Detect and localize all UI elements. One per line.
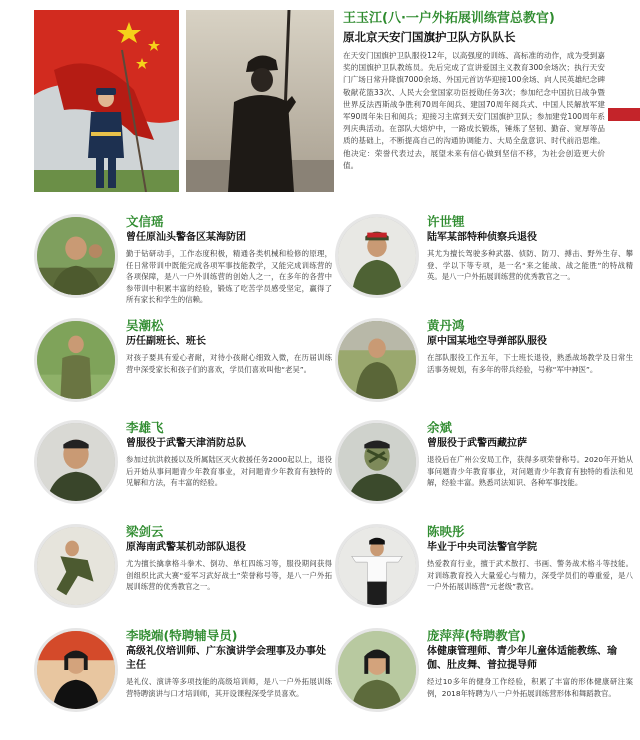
avatar bbox=[34, 628, 118, 712]
profile-role: 原海南武警某机动部队退役 bbox=[126, 542, 246, 553]
profile-description: 参加过抗洪救援以及所属陆区灭火救援任务2000起以上，退役后开始从事问题青少年教育事业，对问题青少年教育有独特的见解和方法，有丰富的经验。 bbox=[126, 455, 332, 488]
profile-name: 陈映彤 bbox=[427, 524, 465, 539]
lead-name: 王玉江(八·一户外拓展训练营总教官) bbox=[343, 11, 555, 26]
profile-role: 曾服役于武警西藏拉萨 bbox=[427, 438, 527, 449]
profile-description: 勤于钻研动手，工作态度积极，精通各类机械和检修的原理，任日常带训中既能完成各项军事技能教学，又能完成训练营的各项保障，是八一户外训练营的创始人之一，在多年的各营中参带训中积累丰富的经验，锻炼了吃苦学员感受坚定，赢得了所有家长和学生的信赖。 bbox=[126, 249, 332, 305]
profile-role: 原中国某地空导弹部队服役 bbox=[427, 336, 547, 347]
profile-name: 余斌 bbox=[427, 420, 453, 435]
profile-name: 李雄飞 bbox=[126, 420, 164, 435]
avatar bbox=[34, 214, 118, 298]
profile-name: 庞萍萍(特聘教官) bbox=[427, 628, 526, 643]
profile-description: 热爱教育行业，擅于武术散打、书画、警务战术格斗等技能。对训练教育投入大量爱心与精力，深受学员们的尊重爱，是八一户外拓展训练营“元老级”教官。 bbox=[427, 559, 633, 592]
profile-role: 历任副班长、班长 bbox=[126, 336, 206, 347]
profile-name: 许世锂 bbox=[427, 214, 465, 229]
profile-name: 黄丹鸿 bbox=[427, 318, 465, 333]
avatar bbox=[335, 318, 419, 402]
profile-role: 毕业于中央司法警官学院 bbox=[427, 542, 537, 553]
guard-silhouette-photo bbox=[186, 10, 334, 192]
avatar bbox=[335, 420, 419, 504]
profile-name: 吴潮松 bbox=[126, 318, 164, 333]
lead-instructor bbox=[343, 10, 605, 172]
profile-role: 陆军某部特种侦察兵退役 bbox=[427, 232, 537, 243]
avatar bbox=[335, 628, 419, 712]
avatar bbox=[34, 524, 118, 608]
lead-title: 原北京天安门国旗护卫队方队队长 bbox=[343, 30, 516, 44]
profile-description: 其尤为擅长驾驶多种武器、侦防、防刀、搏击、野外生存、攀登、学以下等专项，是一名“来之能战、战之能胜”的特战精英。是八一户外拓展训练营的优秀教官之一。 bbox=[427, 249, 633, 282]
profile-description: 对孩子要具有爱心者耐，对待小孩耐心细致入微，在历届训练营中深受家长和孩子们的喜欢，学员们喜欢叫他“老吴”。 bbox=[126, 353, 332, 374]
profile-name: 李晓端(特聘辅导员) bbox=[126, 628, 238, 643]
avatar bbox=[335, 524, 419, 608]
flag-guard-photo bbox=[34, 10, 179, 192]
profile-role: 体健康管理师、青少年儿童体适能教练、瑜伽、肚皮舞、普拉提导师 bbox=[427, 646, 617, 671]
side-tab bbox=[608, 108, 640, 121]
lead-description: 在天安门国旗护卫队服役12年，以高强度的训练、高标准的动作，成为受到嘉奖的国旗护卫队教练员。先后完成了宣讲爱国主义教育300余场次；执行天安门广场日常升降旗7000余场、外国元首访华迎接100余场、向人民英雄纪念碑敬献花篮33次、人民大会堂国家功臣授勋任务3次；参加纪念中国抗日战争暨世界反法西斯战争胜利70周年阅兵、建国70周年阅兵式、中国人民解放军建军90周年朱日和阅兵；迎接习主席到天安门国旗护卫队；参加建党100周年系列庆典活动。在部队大熔炉中，一路成长锻炼，锤炼了坚韧、勤奋、宽厚等品质的基础上，不断提高自己的沟通协调能力、大局全盘意识、时代前沿思维。他决定：荣誉代表过去，展望未来有信心做到坚信不移，为社会创造更大价值。 bbox=[343, 51, 605, 170]
avatar bbox=[34, 420, 118, 504]
profile-role: 曾任原汕头警备区某海防团 bbox=[126, 232, 246, 243]
profile-description: 退役后在广州公安局工作，获得多项荣誉称号。2020年开始从事问题青少年教育事业，对问题青少年教育有独特的看法和见解，经验丰富。熟悉司法知识、各种军事技能。 bbox=[427, 455, 633, 488]
profile-role: 高级礼仪培训师、广东演讲学会理事及办事处主任 bbox=[126, 646, 326, 671]
profile-description: 经过10多年的健身工作经验，积累了丰富的形体健康研注案例，2018年特聘为八一户外拓展训练营形体和舞蹈教官。 bbox=[427, 677, 633, 698]
profile-description: 尤为擅长擒拿格斗拳术、倒功、单杠四练习等，服役期间获得创组织比武大赛“爱军习武好战士”荣誉称号等，是八一户外拓展训练营的优秀教官之一。 bbox=[126, 559, 332, 592]
profile-description: 在部队服役工作五年，下士班长退役，熟悉战场教学及日常生活事务规划，有多年的带兵经验，号称“军中神医”。 bbox=[427, 353, 633, 374]
avatar bbox=[34, 318, 118, 402]
avatar bbox=[335, 214, 419, 298]
profile-description: 是礼仪、演讲等多项技能的高级培训师，是八一户外拓展训练营特聘演讲与口才培训师，其开设课程深受学员喜欢。 bbox=[126, 677, 332, 698]
profile-name: 梁剑云 bbox=[126, 524, 164, 539]
profile-name: 文信瑶 bbox=[126, 214, 164, 229]
profile-role: 曾服役于武警天津消防总队 bbox=[126, 438, 246, 449]
